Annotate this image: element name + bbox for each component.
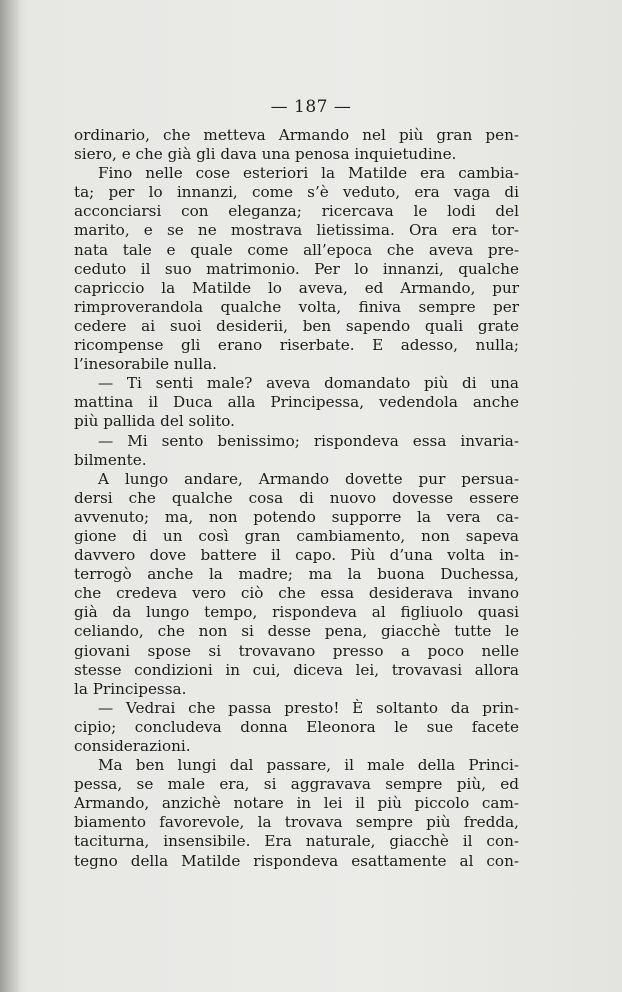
binding-shadow: [0, 0, 20, 992]
page-number: — 187 —: [270, 97, 352, 117]
text-line: ceduto il suo matrimonio. Per lo innanzi, qualche: [74, 259, 519, 278]
text-line: taciturna, insensibile. Era naturale, giacchè il con-: [74, 832, 519, 851]
text-line: cipio; concludeva donna Eleonora le sue facete: [74, 717, 519, 736]
text-line: biamento favorevole, la trovava sempre più fredda,: [74, 813, 519, 832]
text-line: stesse condizioni in cui, diceva lei, trovavasi allora: [74, 660, 519, 679]
text-line: rimproverandola qualche volta, finiva sempre per: [74, 297, 519, 316]
text-line: cedere ai suoi desiderii, ben sapendo quali grate: [74, 316, 519, 335]
text-line: Fino nelle cose esteriori la Matilde era cambia-: [98, 164, 519, 183]
text-line: bilmente.: [74, 450, 147, 469]
text-line: tegno della Matilde rispondeva esattamente al con-: [74, 851, 519, 870]
text-line: che credeva vero ciò che essa desiderava invano: [74, 584, 519, 603]
text-line: mattina il Duca alla Principessa, vedendola anche: [74, 393, 519, 412]
text-line: considerazioni.: [74, 737, 191, 755]
text-line: terrogò anche la madre; ma la buona Duchessa,: [74, 565, 519, 584]
text-line: — Mi sento benissimo; rispondeva essa invaria-: [98, 431, 519, 450]
text-line: A lungo andare, Armando dovette pur persua-: [98, 469, 519, 488]
text-line: davvero dove battere il capo. Più d’una volta in-: [74, 546, 519, 565]
text-line: Ma ben lungi dal passare, il male della Princi-: [98, 756, 519, 775]
text-line: capriccio la Matilde lo aveva, ed Armando, pur: [74, 278, 519, 297]
text-line: marito, e se ne mostrava lietissima. Ora era tor-: [74, 221, 519, 240]
text-line: acconciarsi con eleganza; ricercava le lodi del: [74, 202, 519, 221]
text-line: l’inesorabile nulla.: [74, 355, 217, 374]
text-line: siero, e che già gli dava una penosa inquietudine.: [74, 145, 457, 164]
text-line: già da lungo tempo, rispondeva al figliuolo quasi: [74, 603, 519, 622]
text-line: ta; per lo innanzi, come s’è veduto, era vaga di: [74, 183, 519, 202]
text-line: ricompense gli erano riserbate. E adesso, nulla;: [74, 336, 519, 355]
text-line: — Vedrai che passa presto! È soltanto da prin-: [98, 698, 519, 717]
text-line: nata tale e quale come all’epoca che aveva pre-: [74, 240, 519, 259]
text-line: più pallida del solito.: [74, 412, 235, 431]
text-line: pessa, se male era, si aggravava sempre più, ed: [74, 775, 519, 794]
text-line: dersi che qualche cosa di nuovo dovesse essere: [74, 488, 519, 507]
text-line: avvenuto; ma, non potendo supporre la vera ca-: [74, 507, 519, 526]
text-line: ordinario, che metteva Armando nel più gran pen-: [74, 126, 519, 144]
text-line: la Principessa.: [74, 679, 187, 698]
text-line: — Ti senti male? aveva domandato più di una: [98, 374, 519, 393]
text-line: gione di un così gran cambiamento, non sapeva: [74, 526, 519, 545]
text-line: giovani spose si trovavano presso a poco nelle: [74, 641, 519, 660]
text-line: Armando, anzichè notare in lei il più piccolo cam-: [74, 794, 519, 813]
body-text: [74, 126, 519, 871]
text-line: celiando, che non si desse pena, giacchè tutte le: [74, 622, 519, 641]
